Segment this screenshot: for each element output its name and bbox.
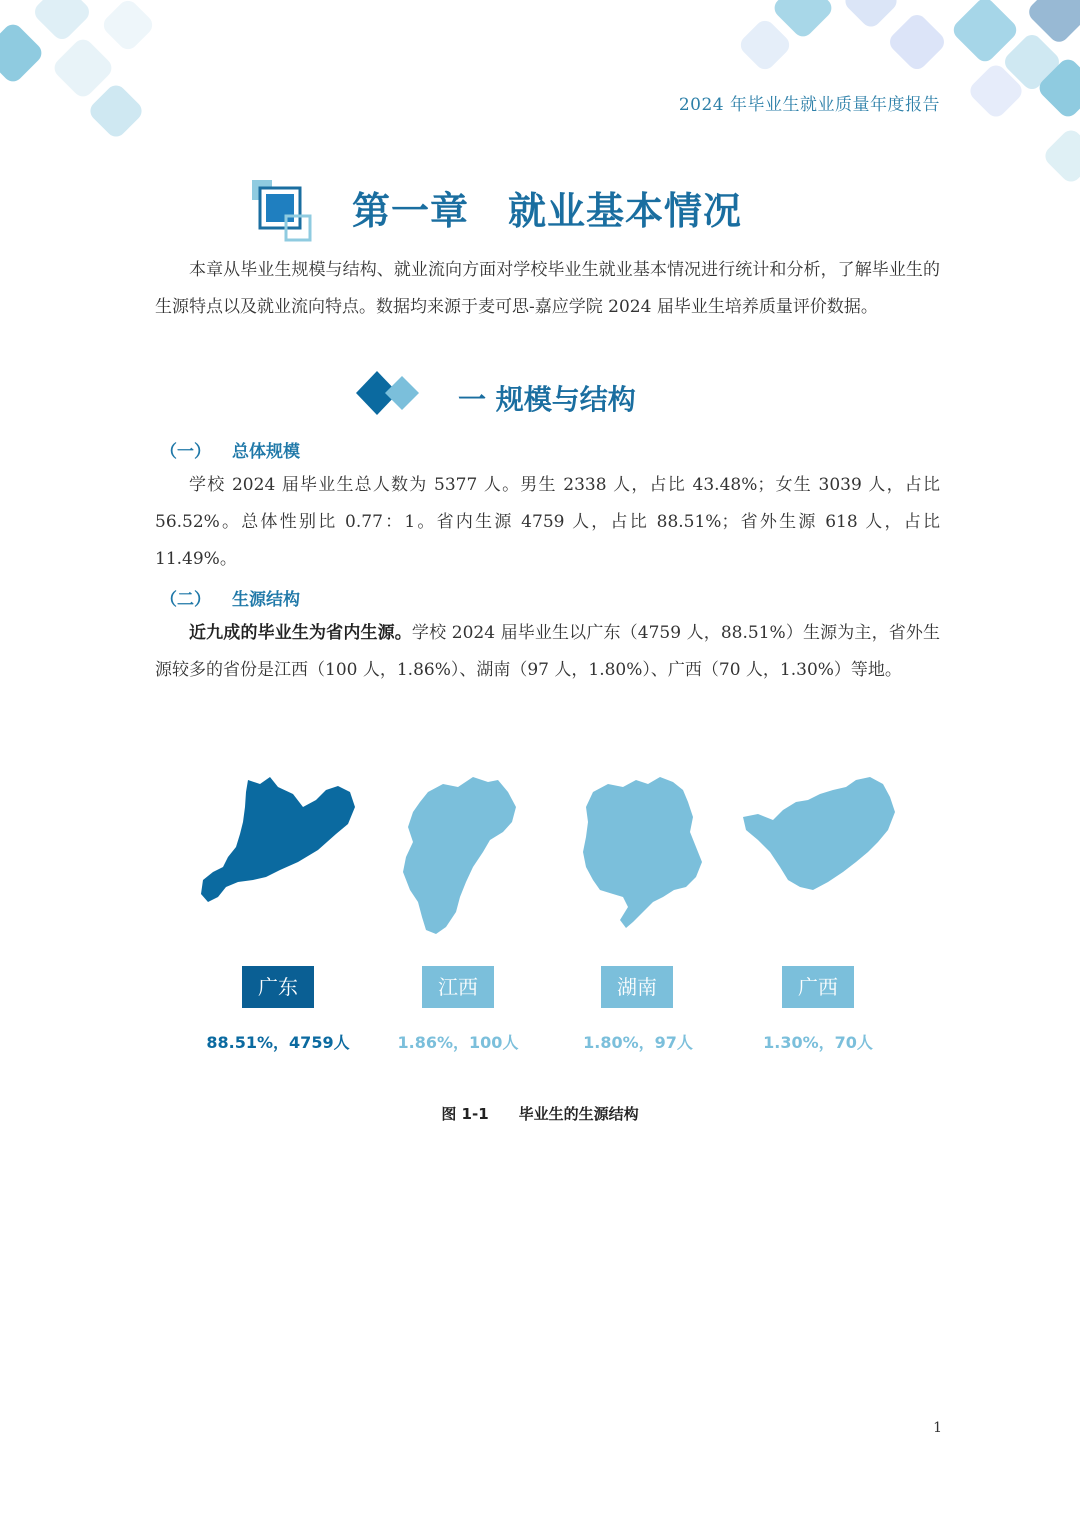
- decor-tile: [886, 11, 948, 73]
- section-title: 一 规模与结构: [458, 383, 636, 416]
- subsection-number: （一）: [160, 442, 211, 462]
- jiangxi-map: [398, 772, 523, 942]
- province-stat-jiangxi: 1.86%，100人: [397, 1033, 519, 1052]
- guangxi-map: [738, 772, 898, 897]
- decor-tile: [1041, 126, 1080, 185]
- chapter-title: 第一章 就业基本情况: [352, 188, 743, 233]
- guangdong-map: [198, 772, 358, 907]
- subsection-heading-source: [160, 585, 300, 610]
- decor-tile: [31, 0, 93, 43]
- source-paragraph: [155, 615, 940, 689]
- decor-tile: [737, 17, 794, 74]
- decor-tile: [841, 0, 900, 31]
- province-label-guangxi: 广西: [782, 966, 854, 1008]
- province-stat-guangdong: 88.51%，4759人: [206, 1033, 350, 1052]
- chapter-icon: [252, 180, 314, 242]
- figure-caption: 图 1-1 毕业生的生源结构: [441, 1105, 639, 1123]
- subsection-title: 生源结构: [232, 590, 300, 610]
- page-number: 1: [933, 1420, 942, 1436]
- section-diamond-icon: [355, 368, 425, 418]
- subsection-title: 总体规模: [232, 442, 300, 462]
- scale-paragraph: 学校 2024 届毕业生总人数为 5377 人。男生 2338 人，占比 43.48%；女生 3039 人，占比 56.52%。总体性别比 0.77：1。省内生源 4759 人，占比 88.51%；省外生源 618 人，占比 11.49%。: [155, 475, 940, 569]
- province-label-jiangxi: 江西: [422, 966, 494, 1008]
- decor-tile: [0, 20, 46, 85]
- subsection-heading-scale: [160, 437, 300, 462]
- decor-tile: [100, 0, 157, 53]
- hunan-map: [578, 772, 708, 932]
- chapter-intro: 本章从毕业生规模与结构、就业流向方面对学校毕业生就业基本情况进行统计和分析，了解毕业生的生源特点以及就业流向特点。数据均来源于麦可思-嘉应学院 2024 届毕业生培养质量评价数据。: [155, 260, 940, 317]
- source-lead-sentence: 近九成的毕业生为省内生源。: [189, 623, 412, 643]
- decor-tile: [86, 81, 145, 140]
- province-stat-guangxi: 1.30%，70人: [763, 1033, 873, 1052]
- province-label-hunan: 湖南: [601, 966, 673, 1008]
- source-body-text: 学校 2024 届毕业生以广东（4759 人，88.51%）生源为主，省外生源较多的省份是江西（100 人，1.86%）、湖南（97 人，1.80%）、广西（70 人，1.30%）等地。: [155, 623, 941, 680]
- subsection-number: （二）: [160, 590, 211, 610]
- province-label-guangdong: 广东: [242, 966, 314, 1008]
- province-stat-hunan: 1.80%，97人: [583, 1033, 693, 1052]
- report-header-title: 2024 年毕业生就业质量年度报告: [678, 95, 940, 115]
